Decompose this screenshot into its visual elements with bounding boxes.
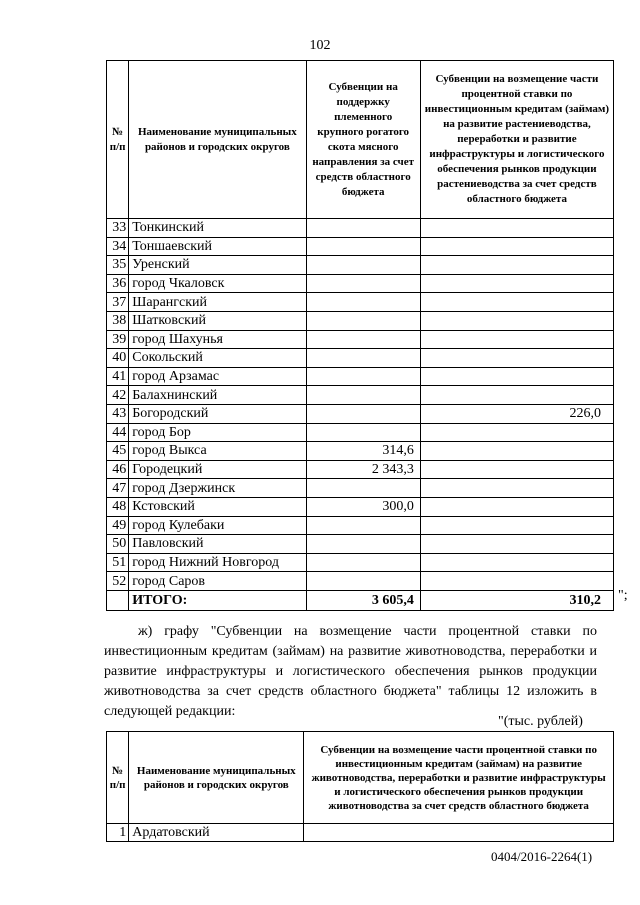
municipality-name: город Саров — [129, 572, 306, 591]
header-name: Наименование муниципальных районов и городских округов — [129, 61, 306, 219]
municipality-name: город Бор — [129, 423, 306, 442]
value-col1 — [306, 516, 420, 535]
value-col1 — [306, 367, 420, 386]
value-col1 — [306, 349, 420, 368]
total-num-cell — [107, 590, 129, 610]
table-row — [107, 274, 614, 293]
table-row — [107, 349, 614, 368]
subsidies-table — [106, 60, 614, 611]
municipality-name: город Выкса — [129, 442, 306, 461]
municipality-name: Балахнинский — [129, 386, 306, 405]
document-code: 0404/2016-2264(1) — [491, 849, 593, 864]
header-num: № п/п — [107, 732, 129, 824]
value-col1 — [306, 256, 420, 275]
row-number: 34 — [107, 237, 129, 256]
total-label: ИТОГО: — [129, 590, 306, 610]
value-col2 — [420, 497, 613, 516]
value-col2 — [420, 572, 613, 591]
municipality-name: Тоншаевский — [129, 237, 306, 256]
unit-label: "(тыс. рублей) — [498, 714, 583, 729]
row-number: 44 — [107, 423, 129, 442]
value-col1 — [306, 423, 420, 442]
header-col1: Субвенции на поддержку племенного крупного рогатого скота мясного направления за счет средств областного бюджета — [306, 61, 420, 219]
table-row — [107, 479, 614, 498]
value-col2 — [420, 535, 613, 554]
table-row — [107, 293, 614, 312]
value-col1 — [306, 219, 420, 238]
value-col2 — [420, 274, 613, 293]
value-col2 — [420, 330, 613, 349]
row-number: 45 — [107, 442, 129, 461]
header-col1: Субвенции на возмещение части процентной ставки по инвестиционным кредитам (займам) на развитие животноводства, переработки и развитие инфраструктуры и логистического обеспечения рынков продукции животноводства за счет средств областного бюджета — [304, 732, 614, 824]
row-number: 51 — [107, 553, 129, 572]
row-number: 43 — [107, 404, 129, 423]
table-row — [107, 237, 614, 256]
table-row — [107, 572, 614, 591]
municipality-name: Шатковский — [129, 311, 306, 330]
row-number: 41 — [107, 367, 129, 386]
value-col1 — [304, 824, 614, 842]
value-col2 — [420, 460, 613, 479]
total-col2: 310,2 — [420, 590, 613, 610]
value-col1 — [306, 404, 420, 423]
value-col1 — [306, 330, 420, 349]
table-body — [107, 219, 614, 591]
value-col2 — [420, 237, 613, 256]
municipality-name: Шарангский — [129, 293, 306, 312]
total-col1: 3 605,4 — [306, 590, 420, 610]
table-row — [107, 219, 614, 238]
value-col2 — [420, 367, 613, 386]
municipality-name: Уренский — [129, 256, 306, 275]
municipality-name: город Кулебаки — [129, 516, 306, 535]
value-col2: 226,0 — [420, 404, 613, 423]
municipality-name: Богородский — [129, 404, 306, 423]
municipality-name: Тонкинский — [129, 219, 306, 238]
municipality-name: город Чкаловск — [129, 274, 306, 293]
header-col2: Субвенции на возмещение части процентной ставки по инвестиционным кредитам (займам) на развитие растениеводства, переработки и развитие инфраструктуры и логистического обеспечения рынков продукции растениеводства за счет средств областного бюджета — [420, 61, 613, 219]
value-col2 — [420, 256, 613, 275]
table-row — [107, 553, 614, 572]
table-row — [107, 311, 614, 330]
table-row — [107, 367, 614, 386]
value-col1 — [306, 237, 420, 256]
value-col2 — [420, 442, 613, 461]
header-num: № п/п — [107, 61, 129, 219]
row-number: 36 — [107, 274, 129, 293]
paragraph-text: ж) графу "Субвенции на возмещение части процентной ставки по инвестиционным кредитам (займам) на развитие животноводства, переработки и развитие инфраструктуры и логистического обеспечения рынков продукции животноводства за счет средств областного бюджета" таблицы 12 изложить в следующей редакции: — [104, 624, 597, 719]
row-number: 1 — [107, 824, 129, 842]
municipality-name: Павловский — [129, 535, 306, 554]
row-number: 42 — [107, 386, 129, 405]
value-col2 — [420, 423, 613, 442]
header-name: Наименование муниципальных районов и городских округов — [129, 732, 304, 824]
row-number: 48 — [107, 497, 129, 516]
value-col1: 300,0 — [306, 497, 420, 516]
value-col1 — [306, 293, 420, 312]
value-col2 — [420, 293, 613, 312]
row-number: 38 — [107, 311, 129, 330]
row-number: 46 — [107, 460, 129, 479]
table-row — [107, 330, 614, 349]
total-row — [107, 590, 614, 610]
row-number: 49 — [107, 516, 129, 535]
table-row — [107, 404, 614, 423]
value-col1 — [306, 479, 420, 498]
livestock-subsidies-table — [106, 731, 614, 842]
value-col1: 2 343,3 — [306, 460, 420, 479]
value-col1 — [306, 386, 420, 405]
value-col2 — [420, 311, 613, 330]
row-number: 40 — [107, 349, 129, 368]
value-col2 — [420, 349, 613, 368]
table-closing-quote: "; — [618, 588, 628, 603]
row-number: 35 — [107, 256, 129, 275]
municipality-name: город Арзамас — [129, 367, 306, 386]
row-number: 50 — [107, 535, 129, 554]
table-row — [107, 516, 614, 535]
value-col2 — [420, 553, 613, 572]
row-number: 33 — [107, 219, 129, 238]
amendment-paragraph — [104, 622, 597, 722]
municipality-name: Кстовский — [129, 497, 306, 516]
table-row — [107, 386, 614, 405]
table-row — [107, 497, 614, 516]
row-number: 39 — [107, 330, 129, 349]
table-row — [107, 256, 614, 275]
value-col1 — [306, 311, 420, 330]
municipality-name: город Шахунья — [129, 330, 306, 349]
value-col1 — [306, 535, 420, 554]
page-number: 102 — [309, 38, 331, 53]
table-row — [107, 442, 614, 461]
municipality-name: Городецкий — [129, 460, 306, 479]
municipality-name: Сокольский — [129, 349, 306, 368]
value-col2 — [420, 219, 613, 238]
municipality-name: Ардатовский — [129, 824, 304, 842]
value-col2 — [420, 386, 613, 405]
row-number: 52 — [107, 572, 129, 591]
row-number: 37 — [107, 293, 129, 312]
municipality-name: город Нижний Новгород — [129, 553, 306, 572]
table-row — [107, 423, 614, 442]
row-number: 47 — [107, 479, 129, 498]
value-col1: 314,6 — [306, 442, 420, 461]
value-col1 — [306, 274, 420, 293]
table-row — [107, 535, 614, 554]
table-body — [107, 824, 614, 842]
value-col2 — [420, 479, 613, 498]
value-col1 — [306, 572, 420, 591]
table-row — [107, 460, 614, 479]
municipality-name: город Дзержинск — [129, 479, 306, 498]
table-row — [107, 824, 614, 842]
value-col1 — [306, 553, 420, 572]
value-col2 — [420, 516, 613, 535]
